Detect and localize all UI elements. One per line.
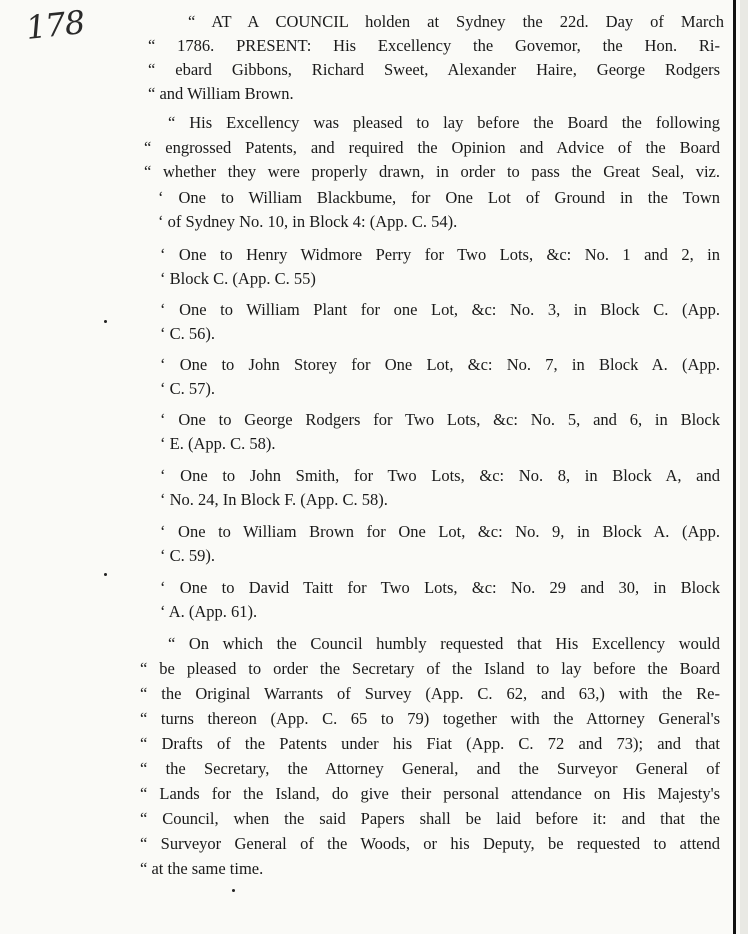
text-line: “ Surveyor General of the Woods, or his Deputy, be requested to attend (140, 834, 720, 853)
page-edge (740, 0, 748, 934)
text-line: “ Drafts of the Patents under his Fiat (App. C. 72 and 73); and that (140, 734, 720, 753)
text-line: “ 1786. PRESENT: His Excellency the Govemor, the Hon. Ri- (148, 36, 720, 55)
text-line: “ Council, when the said Papers shall be laid before it: and that the (140, 809, 720, 828)
text-line: ‘ One to John Storey for One Lot, &c: No. 7, in Block A. (App. (160, 355, 720, 374)
text-line: “ His Excellency was pleased to lay before the Board the following (168, 113, 720, 132)
text-line: ‘ C. 59). (160, 546, 215, 565)
text-line: “ at the same time. (140, 859, 264, 878)
margin-speck (104, 573, 107, 576)
text-line: “ AT A COUNCIL holden at Sydney the 22d. Day of March (188, 12, 724, 31)
text-line: ‘ of Sydney No. 10, in Block 4: (App. C. 54). (158, 212, 458, 231)
text-line: ‘ One to John Smith, for Two Lots, &c: No. 8, in Block A, and (160, 466, 720, 485)
text-line: ‘ One to David Taitt for Two Lots, &c: No. 29 and 30, in Block (160, 578, 720, 597)
text-line: “ Lands for the Island, do give their personal attendance on His Majesty's (140, 784, 720, 803)
text-line: “ the Secretary, the Attorney General, and the Surveyor General of (140, 759, 720, 778)
text-line: “ turns thereon (App. C. 65 to 79) together with the Attorney General's (140, 709, 720, 728)
text-line: ‘ C. 57). (160, 379, 215, 398)
text-line: “ On which the Council humbly requested that His Excellency would (168, 634, 720, 653)
margin-speck (232, 889, 235, 892)
text-line: ‘ Block C. (App. C. 55) (160, 269, 316, 288)
text-line: ‘ E. (App. C. 58). (160, 434, 276, 453)
text-line: ‘ One to William Blackbume, for One Lot of Ground in the Town (158, 188, 720, 207)
text-line: “ the Original Warrants of Survey (App. C. 62, and 63,) with the Re- (140, 684, 720, 703)
text-line: ‘ One to George Rodgers for Two Lots, &c: No. 5, and 6, in Block (160, 410, 720, 429)
text-line: “ engrossed Patents, and required the Opinion and Advice of the Board (144, 138, 720, 157)
text-line: “ be pleased to order the Secretary of the Island to lay before the Board (140, 659, 720, 678)
text-line: “ ebard Gibbons, Richard Sweet, Alexander Haire, George Rodgers (148, 60, 720, 79)
text-line: “ and William Brown. (148, 84, 294, 103)
text-line: ‘ No. 24, In Block F. (App. C. 58). (160, 490, 388, 509)
text-line: ‘ One to Henry Widmore Perry for Two Lots, &c: No. 1 and 2, in (160, 245, 720, 264)
margin-speck (104, 320, 107, 323)
text-line: ‘ One to William Plant for one Lot, &c: No. 3, in Block C. (App. (160, 300, 720, 319)
right-margin-rule (733, 0, 736, 934)
page-number: 178 (24, 3, 86, 47)
text-line: ‘ C. 56). (160, 324, 215, 343)
text-line: ‘ One to William Brown for One Lot, &c: No. 9, in Block A. (App. (160, 522, 720, 541)
text-line: ‘ A. (App. 61). (160, 602, 258, 621)
text-line: “ whether they were properly drawn, in order to pass the Great Seal, viz. (144, 162, 720, 181)
